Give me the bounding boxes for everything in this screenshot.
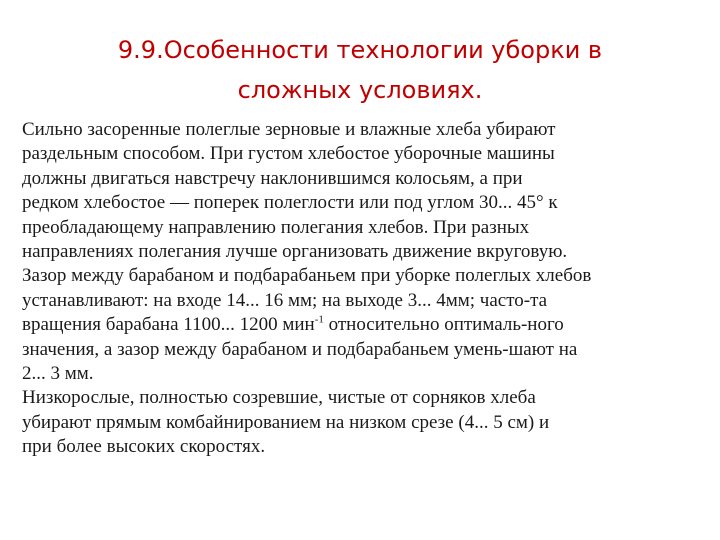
text-line: Зазор между барабаном и подбарабаньем при уборке полеглых хлебов	[22, 265, 592, 287]
text-fragment: вращения барабана 1100... 1200 мин	[22, 314, 315, 336]
text-line: устанавливают: на входе 14... 16 мм; на выходе 3... 4мм; часто-та	[22, 289, 548, 311]
text-line: преобладающему направлению полегания хлебов. При разных	[22, 216, 530, 238]
slide-title-line-2: сложных условиях.	[237, 76, 483, 104]
text-line: значения, а зазор между барабаном и подбарабаньем умень-шают на	[22, 338, 578, 360]
text-line: 2... 3 мм.	[22, 363, 94, 385]
text-line: направлениях полегания лучше организовать движение вкруговую.	[22, 241, 568, 263]
slide-title-line-1: 9.9.Особенности технологии уборки в	[117, 36, 603, 64]
text-line: Низкорослые, полностью созревшие, чистые от сорняков хлеба	[22, 387, 536, 409]
text-line: убирают прямым комбайнированием на низком срезе (4... 5 см) и	[22, 411, 550, 433]
text-line-with-superscript	[22, 313, 702, 337]
paragraph-direct-combining	[22, 386, 702, 459]
slide-title	[40, 30, 680, 110]
text-fragment: относительно оптималь-ного	[323, 314, 564, 336]
text-line: должны двигаться навстречу наклонившимся колосьям, а при	[22, 167, 523, 189]
text-line: раздельным способом. При густом хлебостое уборочные машины	[22, 143, 555, 165]
slide-body	[22, 118, 702, 460]
text-line: редком хлебостое — поперек полеглости или под углом 30... 45° к	[22, 192, 558, 214]
paragraph-drum-clearance	[22, 264, 702, 386]
superscript-exponent: -1	[314, 313, 324, 326]
text-line: Сильно засоренные полеглые зерновые и влажные хлеба убирают	[22, 119, 556, 140]
text-line: при более высоких скоростях.	[22, 436, 266, 458]
paragraph-separate-harvesting	[22, 118, 702, 264]
